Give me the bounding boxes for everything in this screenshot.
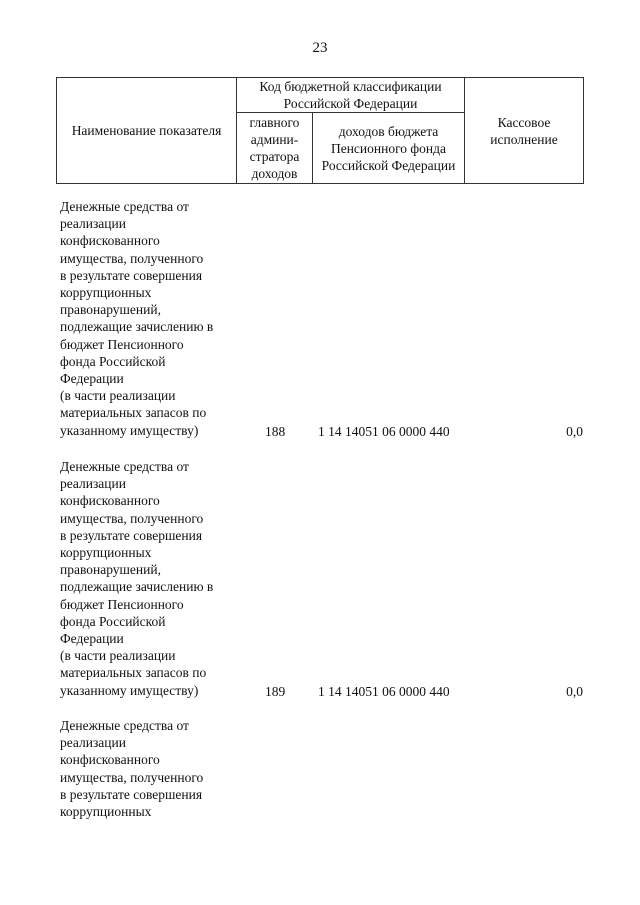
- header-income-code-column: доходов бюджета Пенсионного фонда Российской Федерации: [313, 113, 465, 184]
- page-number: 23: [312, 40, 328, 56]
- row-income-code: 1 14 14051 06 0000 440: [318, 684, 450, 699]
- row-admin-code: 189: [265, 684, 286, 699]
- header-admin-column: главного админи- стратора доходов: [237, 113, 313, 184]
- header-name-column: Наименование показателя: [57, 78, 237, 184]
- row-indicator-name: Денежные средства от реализации конфискованного имущества, полученного в результате совершения коррупционных: [60, 718, 204, 820]
- row-cash-amount: 0,0: [566, 684, 583, 699]
- row-indicator-name: Денежные средства от реализации конфискованного имущества, полученного в результате совершения коррупционных правонарушений, подлежащие зачислению в бюджет Пенсионного фонда Российской Федерации (в части реализации материальных запасов по указанному имуществу): [60, 459, 214, 698]
- header-amount-column: Кассовое исполнение: [465, 78, 584, 184]
- row-indicator-name: Денежные средства от реализации конфискованного имущества, полученного в результате совершения коррупционных правонарушений, подлежащие зачислению в бюджет Пенсионного фонда Российской Федерации (в части реализации материальных запасов по указанному имуществу): [60, 199, 214, 438]
- row-income-code: 1 14 14051 06 0000 440: [318, 424, 450, 439]
- table-header: [56, 77, 584, 184]
- row-cash-amount: 0,0: [566, 424, 583, 439]
- header-code-group: Код бюджетной классификации Российской Федерации: [237, 78, 465, 113]
- row-admin-code: 188: [265, 424, 286, 439]
